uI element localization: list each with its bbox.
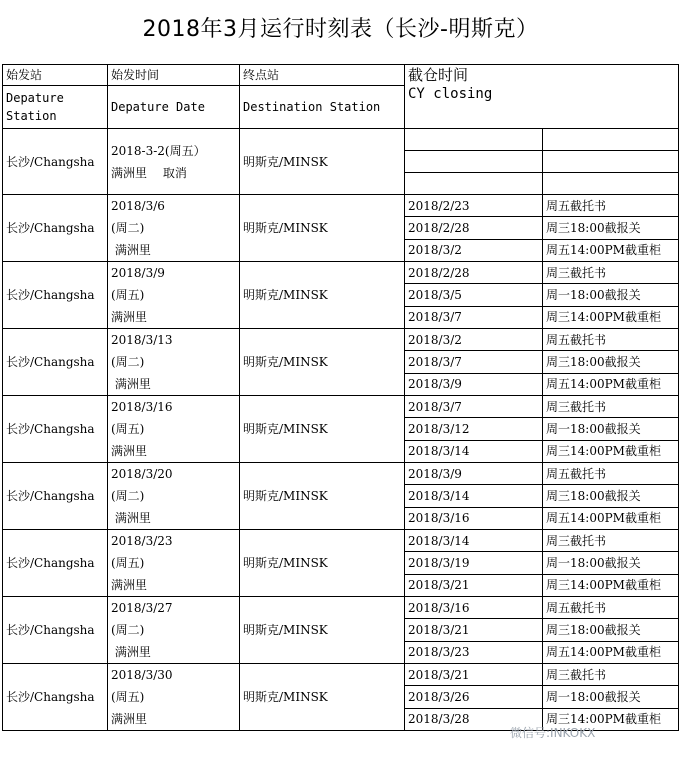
departure-date-line: 2018/3/20 xyxy=(111,467,173,481)
cy-note-cell xyxy=(543,151,679,173)
departure-date-line: (周二) xyxy=(111,623,145,637)
cy-date-cell: 2018/3/7 xyxy=(405,306,543,328)
departure-date-line: 满洲里 xyxy=(111,712,148,726)
cy-note-cell: 周三14:00PM截重柜 xyxy=(543,306,679,328)
cy-date-cell: 2018/3/2 xyxy=(405,239,543,261)
departure-date-cell xyxy=(108,262,240,329)
origin-cell: 长沙/Changsha xyxy=(3,329,108,396)
destination-cell: 明斯克/MINSK xyxy=(240,597,405,664)
departure-date-line: (周五) xyxy=(111,690,145,704)
cy-date-cell: 2018/3/16 xyxy=(405,597,543,619)
cy-note-cell: 周五截托书 xyxy=(543,329,679,351)
cy-note-cell xyxy=(543,129,679,151)
departure-date-line: 2018-3-2(周五） xyxy=(111,143,206,158)
cy-date-cell: 2018/3/21 xyxy=(405,619,543,641)
cy-date-cell: 2018/3/28 xyxy=(405,708,543,730)
destination-cell: 明斯克/MINSK xyxy=(240,396,405,463)
cy-date-cell: 2018/3/12 xyxy=(405,418,543,440)
departure-date-line: 2018/3/27 xyxy=(111,601,173,615)
destination-cell: 明斯克/MINSK xyxy=(240,463,405,530)
cy-note-cell: 周五14:00PM截重柜 xyxy=(543,641,679,663)
cy-date-cell xyxy=(405,129,543,151)
departure-date-line: (周五) xyxy=(111,422,145,436)
page-title: 2018年3月运行时刻表（长沙-明斯克） xyxy=(142,17,539,42)
cy-date-cell: 2018/3/9 xyxy=(405,373,543,395)
table-row xyxy=(3,329,679,351)
table-row xyxy=(3,262,679,284)
destination-cell: 明斯克/MINSK xyxy=(240,530,405,597)
cy-note-cell: 周一18:00截报关 xyxy=(543,284,679,306)
header-cy-en: CY closing xyxy=(408,86,493,102)
departure-date-line: (周二) xyxy=(111,221,145,235)
departure-date-cell xyxy=(108,597,240,664)
departure-date-line: 满洲里 xyxy=(111,511,151,525)
cy-note-cell: 周五14:00PM截重柜 xyxy=(543,507,679,529)
departure-date-line: 满洲里 xyxy=(111,310,148,324)
departure-date-cell xyxy=(108,530,240,597)
departure-date-line: 2018/3/9 xyxy=(111,266,165,280)
origin-cell: 长沙/Changsha xyxy=(3,129,108,195)
cy-date-cell: 2018/2/28 xyxy=(405,262,543,284)
cy-date-cell: 2018/3/16 xyxy=(405,507,543,529)
departure-date-cell xyxy=(108,129,240,195)
cy-note-cell: 周三14:00PM截重柜 xyxy=(543,574,679,596)
cy-note-cell: 周三截托书 xyxy=(543,262,679,284)
header-cy-cn: 截仓时间 xyxy=(408,66,469,84)
cy-note-cell: 周五14:00PM截重柜 xyxy=(543,373,679,395)
origin-cell: 长沙/Changsha xyxy=(3,262,108,329)
cy-note-cell: 周三截托书 xyxy=(543,530,679,552)
cy-note-cell: 周五截托书 xyxy=(543,195,679,217)
header-origin-en: Depature Station xyxy=(3,86,108,129)
cy-date-cell: 2018/3/5 xyxy=(405,284,543,306)
cy-date-cell xyxy=(405,151,543,173)
departure-date-line: 满洲里 xyxy=(111,645,151,659)
header-dest-cn: 终点站 xyxy=(240,65,405,86)
cy-note-cell: 周三18:00截报关 xyxy=(543,351,679,373)
table-row xyxy=(3,664,679,686)
cy-date-cell: 2018/3/21 xyxy=(405,574,543,596)
departure-date-line: (周二) xyxy=(111,489,145,503)
cy-date-cell: 2018/3/26 xyxy=(405,686,543,708)
departure-date-line: 满洲里 取消 xyxy=(111,165,187,180)
origin-cell: 长沙/Changsha xyxy=(3,597,108,664)
cy-note-cell: 周三14:00PM截重柜 xyxy=(543,440,679,462)
cy-date-cell: 2018/3/14 xyxy=(405,440,543,462)
departure-date-cell xyxy=(108,195,240,262)
cy-date-cell: 2018/3/19 xyxy=(405,552,543,574)
table-row xyxy=(3,396,679,418)
cy-date-cell: 2018/3/2 xyxy=(405,329,543,351)
cy-date-cell xyxy=(405,173,543,195)
cy-date-cell: 2018/3/21 xyxy=(405,664,543,686)
origin-cell: 长沙/Changsha xyxy=(3,195,108,262)
departure-date-line: 2018/3/6 xyxy=(111,199,165,213)
origin-cell: 长沙/Changsha xyxy=(3,396,108,463)
cy-note-cell: 周一18:00截报关 xyxy=(543,686,679,708)
cy-note-cell: 周一18:00截报关 xyxy=(543,418,679,440)
header-dest-en: Destination Station xyxy=(240,86,405,129)
destination-cell: 明斯克/MINSK xyxy=(240,664,405,731)
cy-note-cell: 周三14:00PM截重柜 xyxy=(543,708,679,730)
cy-note-cell: 周五截托书 xyxy=(543,463,679,485)
departure-date-line: (周五) xyxy=(111,288,145,302)
origin-cell: 长沙/Changsha xyxy=(3,530,108,597)
destination-cell: 明斯克/MINSK xyxy=(240,129,405,195)
destination-cell: 明斯克/MINSK xyxy=(240,195,405,262)
origin-cell: 长沙/Changsha xyxy=(3,664,108,731)
cy-date-cell: 2018/2/28 xyxy=(405,217,543,239)
departure-date-cell xyxy=(108,664,240,731)
departure-date-line: (周五) xyxy=(111,556,145,570)
header-origin-cn: 始发站 xyxy=(3,65,108,86)
departure-date-line: 2018/3/16 xyxy=(111,400,173,414)
cy-date-cell: 2018/2/23 xyxy=(405,195,543,217)
cy-note-cell: 周三18:00截报关 xyxy=(543,619,679,641)
cy-date-cell: 2018/3/7 xyxy=(405,396,543,418)
cy-date-cell: 2018/3/23 xyxy=(405,641,543,663)
cy-note-cell: 周三截托书 xyxy=(543,396,679,418)
table-row xyxy=(3,129,679,151)
cy-date-cell: 2018/3/7 xyxy=(405,351,543,373)
watermark: 微信号:INKOKX xyxy=(510,726,596,740)
cy-note-cell: 周三截托书 xyxy=(543,664,679,686)
header-date-en: Depature Date xyxy=(108,86,240,129)
cy-note-cell: 周五14:00PM截重柜 xyxy=(543,239,679,261)
departure-date-line: 满洲里 xyxy=(111,444,148,458)
destination-cell: 明斯克/MINSK xyxy=(240,262,405,329)
cy-date-cell: 2018/3/14 xyxy=(405,530,543,552)
departure-date-line: 满洲里 xyxy=(111,377,151,391)
departure-date-cell xyxy=(108,396,240,463)
schedule-table xyxy=(2,64,679,731)
table-row xyxy=(3,530,679,552)
header-date-cn: 始发时间 xyxy=(108,65,240,86)
departure-date-line: 满洲里 xyxy=(111,243,151,257)
cy-note-cell xyxy=(543,173,679,195)
table-row xyxy=(3,463,679,485)
origin-cell: 长沙/Changsha xyxy=(3,463,108,530)
departure-date-cell xyxy=(108,329,240,396)
destination-cell: 明斯克/MINSK xyxy=(240,329,405,396)
departure-date-line: 2018/3/13 xyxy=(111,333,173,347)
cy-note-cell: 周三18:00截报关 xyxy=(543,217,679,239)
table-row xyxy=(3,195,679,217)
cy-date-cell: 2018/3/14 xyxy=(405,485,543,507)
departure-date-line: 满洲里 xyxy=(111,578,148,592)
cy-note-cell: 周五截托书 xyxy=(543,597,679,619)
cy-note-cell: 周三18:00截报关 xyxy=(543,485,679,507)
header-row-cn xyxy=(3,65,679,86)
header-cy xyxy=(405,65,679,129)
cy-note-cell: 周一18:00截报关 xyxy=(543,552,679,574)
departure-date-line: 2018/3/23 xyxy=(111,534,173,548)
departure-date-cell xyxy=(108,463,240,530)
departure-date-line: 2018/3/30 xyxy=(111,668,173,682)
departure-date-line: (周二) xyxy=(111,355,145,369)
table-row xyxy=(3,597,679,619)
cy-date-cell: 2018/3/9 xyxy=(405,463,543,485)
